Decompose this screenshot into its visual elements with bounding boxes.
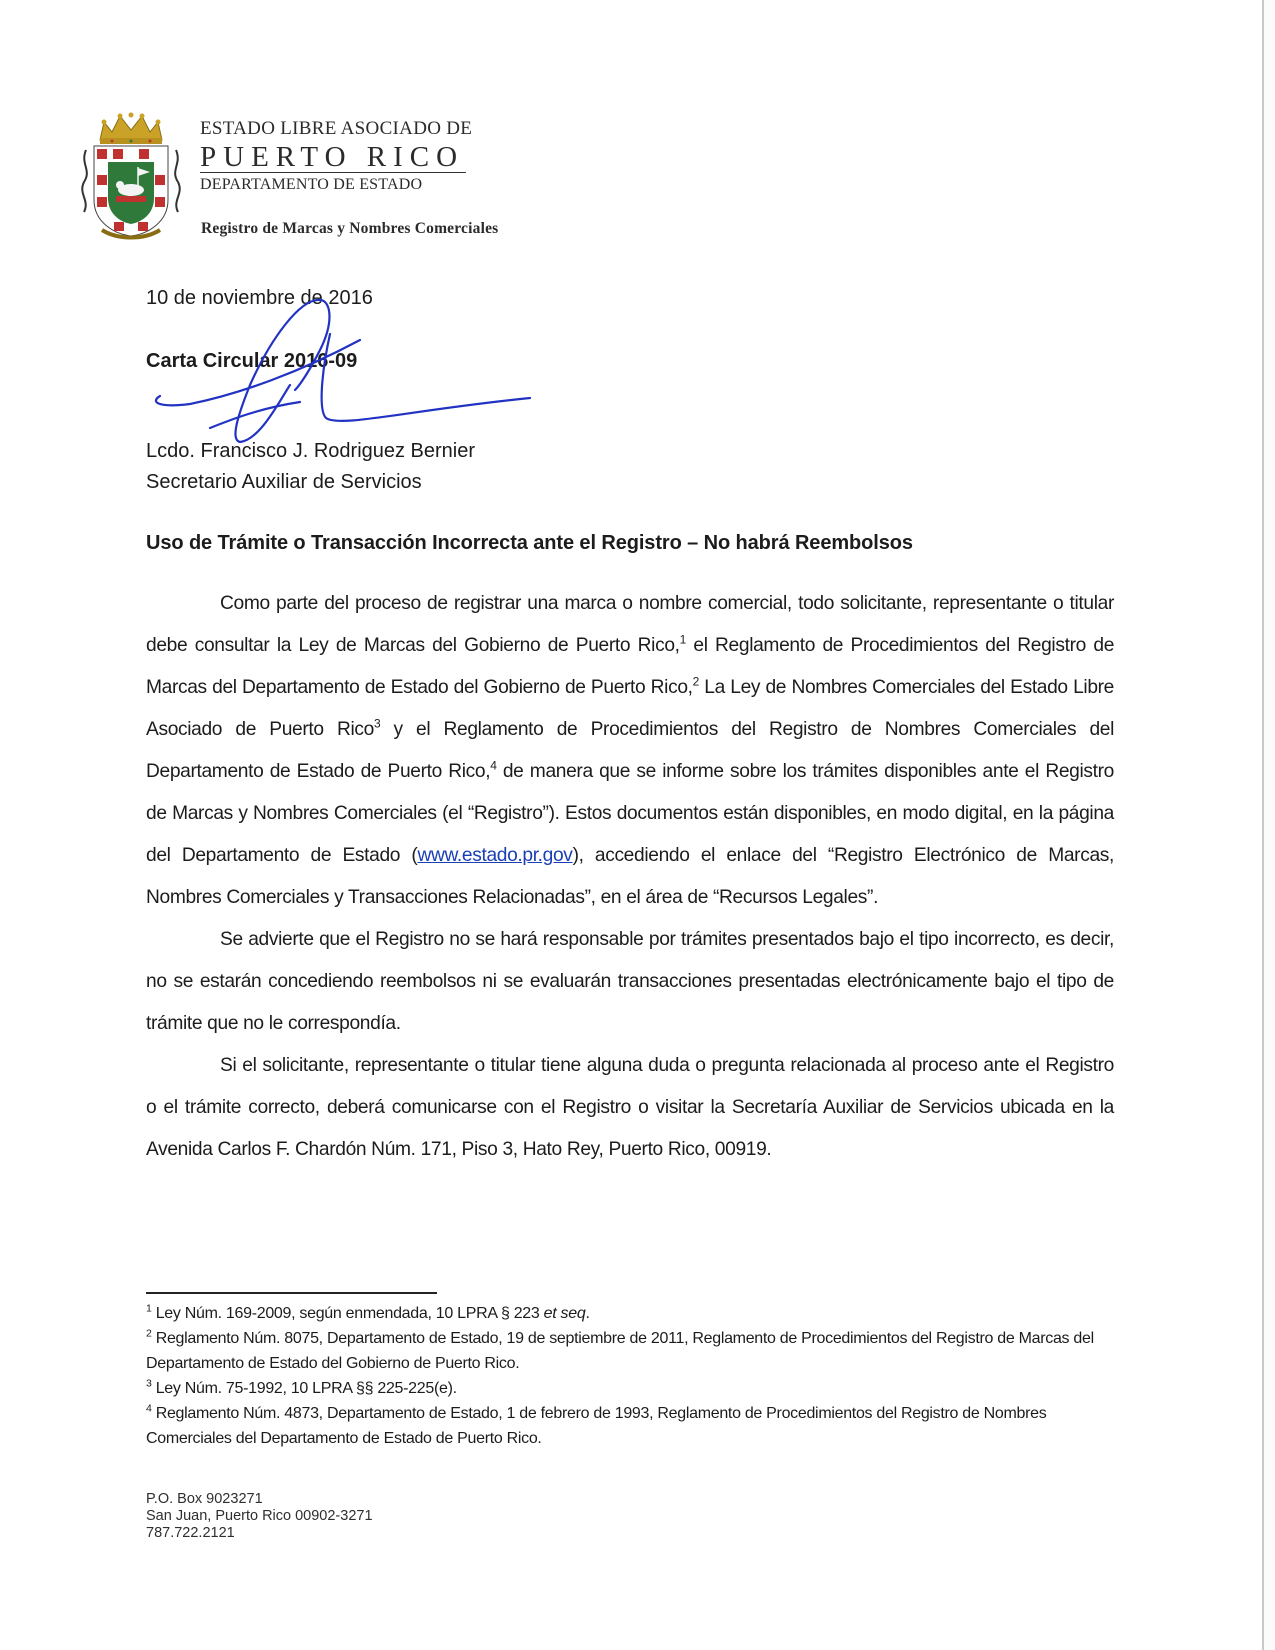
estado-website-link[interactable]: www.estado.pr.gov: [417, 845, 573, 866]
paragraph-3-text: Si el solicitante, representante o titular tiene alguna duda o pregunta relacionada al proceso ante el Registro o el trámite correcto, deberá comunicarse con el Registro o visitar la Secretaría Auxiliar de Servicios ubicada en la Avenida Carlos F. Chardón Núm. 171, Piso 3, Hato Rey, Puerto Rico, 00919.: [146, 1055, 1114, 1160]
footnote-ref-3[interactable]: 3: [373, 716, 381, 731]
footnote-1: [146, 1301, 1106, 1326]
footnote-text: Reglamento Núm. 4873, Departamento de Estado, 1 de febrero de 1993, Reglamento de Procedimientos del Registro de Nombres Comerciales del Departamento de Estado de Puerto Rico.: [146, 1405, 1047, 1447]
signer-name: Lcdo. Francisco J. Rodriguez Bernier: [146, 440, 476, 462]
paragraph-1: [146, 583, 1114, 919]
letterhead-department: DEPARTAMENTO DE ESTADO: [200, 176, 423, 193]
footnote-text: Ley Núm. 169-2009, según enmendada, 10 LPRA § 223: [151, 1305, 544, 1322]
paragraph-1-text: ), accediendo el enlace del “Registro Electrónico de Marcas, Nombres Comerciales y Transacciones Relacionadas”, en el área de “Recursos Legales”.: [146, 845, 1114, 908]
signer-title: Secretario Auxiliar de Servicios: [146, 471, 422, 493]
address-city: San Juan, Puerto Rico 00902-3271: [146, 1508, 373, 1524]
paragraph-1-text: y el Reglamento de Procedimientos del Registro de Nombres Comerciales del Departamento de Estado de Puerto Rico,: [146, 719, 1115, 782]
paragraph-1-text: Como parte del proceso de registrar una marca o nombre comercial, todo solicitante, representante o titular debe consultar la Ley de Marcas del Gobierno de Puerto Rico,: [146, 593, 1114, 656]
letterhead-registry: Registro de Marcas y Nombres Comerciales: [201, 220, 499, 237]
footnote-text: Reglamento Núm. 8075, Departamento de Estado, 19 de septiembre de 2011, Reglamento de Procedimientos del Registro de Marcas del Departamento de Estado del Gobierno de Puerto Rico.: [146, 1330, 1094, 1372]
footnote-ref-1[interactable]: 1: [679, 632, 686, 647]
page-edge-shadow: [1264, 0, 1275, 1650]
address-po-box: P.O. Box 9023271: [146, 1491, 263, 1507]
footnote-italic: et seq: [543, 1305, 586, 1322]
footnote-text: .: [585, 1305, 590, 1322]
subject-heading: Uso de Trámite o Transacción Incorrecta ante el Registro – No habrá Reembolsos: [146, 532, 913, 554]
paragraph-1-text: La Ley de Nombres Comerciales del Estado Libre Asociado de Puerto Rico: [146, 677, 1114, 740]
paragraph-1-text: el Reglamento de Procedimientos del Registro de Marcas del Departamento de Estado del Gobierno de Puerto Rico,: [146, 635, 1115, 698]
footnote-text: Ley Núm. 75-1992, 10 LPRA §§ 225-225(e).: [151, 1380, 457, 1397]
footnotes: [146, 1301, 1106, 1451]
coat-of-arms-icon: [78, 112, 184, 244]
paragraph-2: [146, 919, 1114, 1045]
letterhead-title: PUERTO RICO: [200, 141, 465, 173]
footnote-number: 1: [146, 1302, 152, 1315]
footnote-number: 4: [146, 1402, 152, 1415]
circular-number: Carta Circular 2016-09: [146, 350, 358, 372]
letterhead-line-1: ESTADO LIBRE ASOCIADO DE: [200, 118, 473, 139]
footnote-divider: [146, 1292, 437, 1294]
footnote-ref-4[interactable]: 4: [490, 758, 497, 773]
paragraph-3: [146, 1045, 1114, 1171]
footnote-number: 2: [146, 1327, 152, 1340]
letterhead: [200, 118, 472, 195]
paragraph-1-text: de manera que se informe sobre los trámites disponibles ante el Registro de Marcas y Nombres Comerciales (el “Registro”). Estos documentos están disponibles, en modo digital, en la página del Departamento de Estado (: [146, 761, 1114, 866]
paragraph-2-text: Se advierte que el Registro no se hará responsable por trámites presentados bajo el tipo incorrecto, es decir, no se estarán concediendo reembolsos ni se evaluarán transacciones presentadas electrónicamente bajo el tipo de trámite que no le correspondía.: [146, 929, 1114, 1034]
letter-body: [146, 583, 1114, 1171]
footnote-number: 3: [146, 1377, 152, 1390]
letter-date: 10 de noviembre de 2016: [146, 287, 373, 309]
footnote-ref-2[interactable]: 2: [692, 674, 699, 689]
footnote-4: [146, 1401, 1106, 1451]
footnote-3: [146, 1376, 1106, 1401]
footnote-2: [146, 1326, 1106, 1376]
mailing-address: [146, 1491, 373, 1542]
address-phone: 787.722.2121: [146, 1525, 235, 1541]
